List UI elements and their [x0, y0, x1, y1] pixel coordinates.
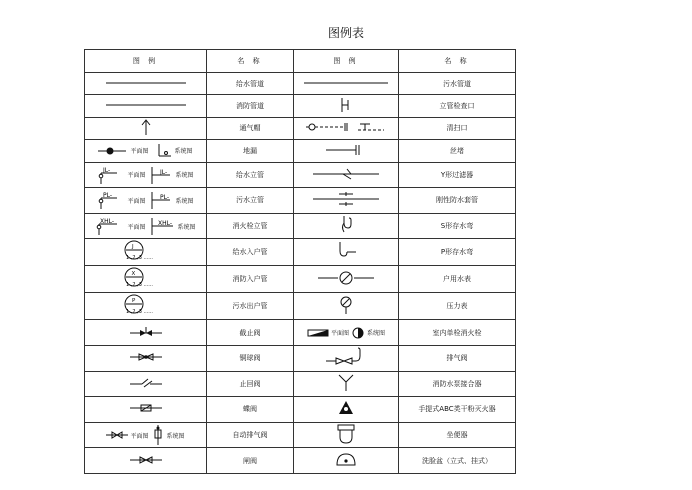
header-symbol-1: 图 例 — [85, 50, 207, 73]
riser-inspection-port-symbol — [294, 95, 399, 117]
left-name-8: 给水入户管 — [207, 239, 294, 266]
right-name-5: Y形过滤器 — [399, 162, 516, 188]
left-name-5: 给水立管 — [207, 162, 294, 188]
water-inlet-pipe-symbol — [85, 239, 207, 266]
left-name-2: 消防管道 — [207, 95, 294, 117]
plug-symbol — [294, 140, 399, 162]
jl-plan-label: 平面图 — [127, 172, 146, 180]
legend-row — [85, 162, 516, 188]
fire-extinguisher-symbol — [294, 397, 399, 423]
hydrant-plan-label: 平面图 — [330, 330, 349, 338]
svg-text:1 ,2 ,3 ......: 1 ,2 ,3 ...... — [125, 309, 153, 316]
legend-row — [85, 397, 516, 423]
right-name-9: 户用水表 — [399, 266, 516, 293]
sewage-outlet-pipe-symbol — [85, 293, 207, 320]
floor-drain-plan-label: 平面图 — [130, 148, 149, 156]
left-name-16: 闸阀 — [207, 448, 294, 474]
legend-row — [85, 371, 516, 397]
right-name-13: 消防水泵接合器 — [399, 371, 516, 397]
floor-drain-system-label: 系统图 — [174, 148, 193, 156]
legend-row — [85, 140, 516, 162]
svg-text:XHL-: XHL- — [100, 218, 115, 226]
left-name-3: 通气帽 — [207, 117, 294, 139]
xhl-plan-label: 平面图 — [127, 223, 146, 231]
left-name-11: 截止阀 — [207, 320, 294, 346]
left-name-13: 止回阀 — [207, 371, 294, 397]
right-name-12: 排气阀 — [399, 345, 516, 371]
legend-row — [85, 239, 516, 266]
water-supply-riser-symbol — [85, 162, 207, 188]
legend-row — [85, 188, 516, 214]
right-name-11: 室内单栓消火栓 — [399, 320, 516, 346]
pl-system-label: 系统图 — [175, 197, 194, 205]
right-name-7: S形存水弯 — [399, 213, 516, 239]
s-trap-symbol — [294, 213, 399, 239]
p-trap-symbol — [294, 239, 399, 266]
svg-text:PL-: PL- — [103, 192, 113, 200]
jl-system-label: 系统图 — [175, 172, 194, 180]
right-name-6: 刚性防水套管 — [399, 188, 516, 214]
fire-pipe-symbol — [85, 95, 207, 117]
right-name-4: 丝堵 — [399, 140, 516, 162]
hydrant-system-label: 系统图 — [367, 330, 386, 338]
legend-row — [85, 73, 516, 95]
xhl-system-label: 系统图 — [177, 223, 196, 231]
legend-row — [85, 117, 516, 139]
sewage-pipe-symbol — [294, 73, 399, 95]
pressure-gauge-symbol — [294, 293, 399, 320]
right-name-8: P形存水弯 — [399, 239, 516, 266]
rigid-waterproof-sleeve-symbol — [294, 188, 399, 214]
water-supply-pipe-symbol — [85, 73, 207, 95]
right-name-16: 洗脸盆（立式、挂式） — [399, 448, 516, 474]
pump-connector-symbol — [294, 371, 399, 397]
legend-row — [85, 320, 516, 346]
left-name-1: 给水管道 — [207, 73, 294, 95]
sewage-riser-symbol — [85, 188, 207, 214]
page-title: 图例表 — [327, 26, 364, 40]
svg-text:1 ,2 ,3 ......: 1 ,2 ,3 ...... — [125, 282, 153, 289]
left-name-15: 自动排气阀 — [207, 422, 294, 448]
svg-text:JL-: JL- — [159, 168, 167, 176]
legend-table — [84, 49, 516, 474]
right-name-3: 清扫口 — [399, 117, 516, 139]
right-name-10: 压力表 — [399, 293, 516, 320]
globe-valve-symbol — [85, 320, 207, 346]
legend-row — [85, 448, 516, 474]
air-valve-system-label: 系统图 — [166, 432, 185, 440]
ball-valve-symbol — [85, 345, 207, 371]
header-symbol-2: 图 例 — [294, 50, 399, 73]
header-name-1: 名 称 — [207, 50, 294, 73]
butterfly-valve-symbol — [85, 397, 207, 423]
right-name-14: 手提式ABC类干粉灭火器 — [399, 397, 516, 423]
svg-text:XHL-: XHL- — [157, 220, 172, 228]
y-strainer-symbol — [294, 162, 399, 188]
svg-text:X: X — [131, 271, 135, 278]
toilet-symbol — [294, 422, 399, 448]
gate-valve-symbol — [85, 448, 207, 474]
left-name-9: 消防入户管 — [207, 266, 294, 293]
legend-row — [85, 293, 516, 320]
legend-row — [85, 213, 516, 239]
svg-text:J: J — [131, 244, 134, 251]
left-name-7: 消火栓立管 — [207, 213, 294, 239]
water-meter-symbol — [294, 266, 399, 293]
svg-text:P: P — [131, 298, 135, 305]
svg-text:PL-: PL- — [159, 194, 169, 202]
left-name-4: 地漏 — [207, 140, 294, 162]
riser-tag-jl: JL- — [103, 166, 111, 174]
fire-inlet-pipe-symbol — [85, 266, 207, 293]
right-name-2: 立管检查口 — [399, 95, 516, 117]
svg-text:1 ,2 ,3 ......: 1 ,2 ,3 ...... — [125, 255, 153, 262]
legend-row — [85, 95, 516, 117]
cleanout-symbol — [294, 117, 399, 139]
washbasin-symbol — [294, 448, 399, 474]
hydrant-riser-symbol — [85, 213, 207, 239]
header-name-2: 名 称 — [399, 50, 516, 73]
floor-drain-symbol — [85, 140, 207, 162]
left-name-6: 污水立管 — [207, 188, 294, 214]
header-row — [85, 50, 516, 73]
vent-cap-symbol — [85, 117, 207, 139]
indoor-hydrant-symbol — [294, 320, 399, 346]
left-name-14: 蝶阀 — [207, 397, 294, 423]
legend-row — [85, 266, 516, 293]
left-name-10: 污水出户管 — [207, 293, 294, 320]
exhaust-valve-symbol — [294, 345, 399, 371]
auto-air-valve-symbol — [85, 422, 207, 448]
legend-row — [85, 345, 516, 371]
air-valve-plan-label: 平面图 — [130, 432, 149, 440]
pl-plan-label: 平面图 — [127, 197, 146, 205]
check-valve-symbol — [85, 371, 207, 397]
right-name-1: 污水管道 — [399, 73, 516, 95]
left-name-12: 铜球阀 — [207, 345, 294, 371]
legend-row — [85, 422, 516, 448]
right-name-15: 坐便器 — [399, 422, 516, 448]
